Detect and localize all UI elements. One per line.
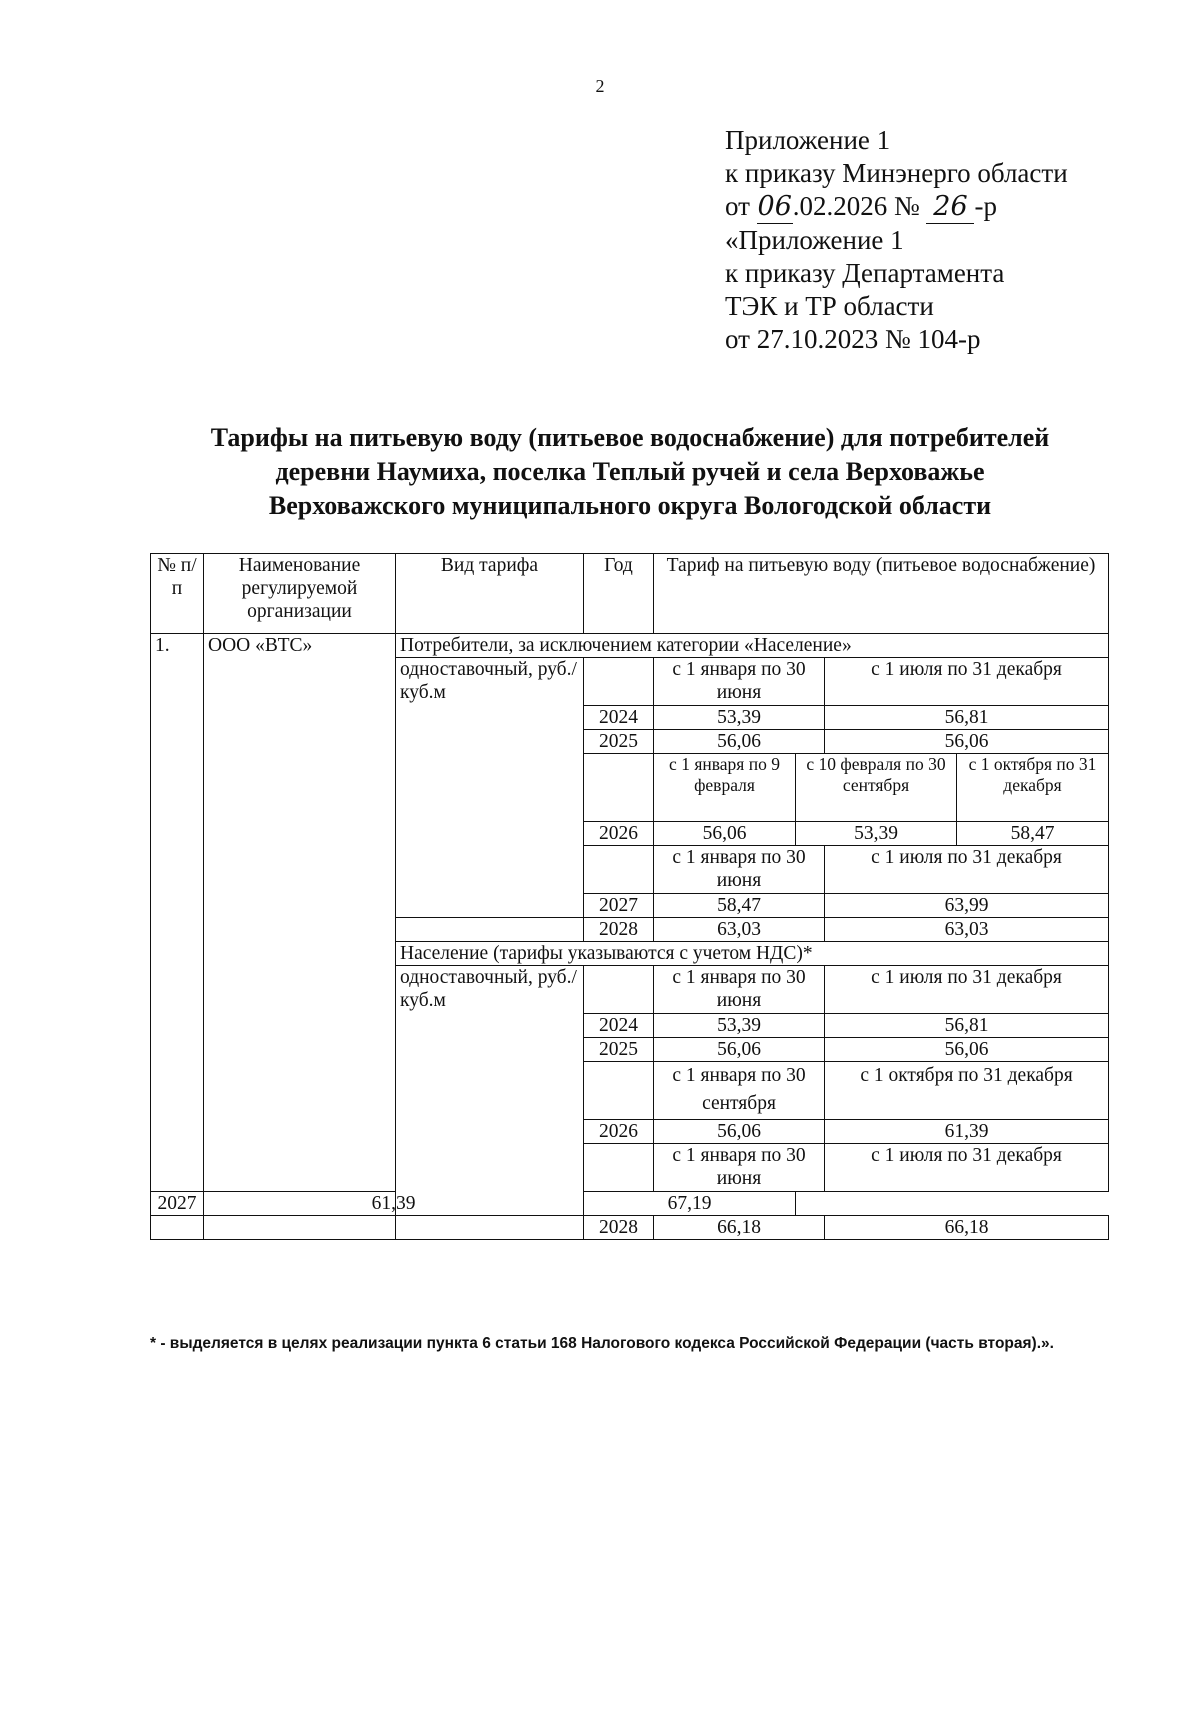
appendix-line-2: к приказу Минэнерго области [725, 158, 1068, 188]
title-line-3: Верховажского муниципального округа Вологодской области [268, 491, 992, 520]
s1-2026-third: 58,47 [957, 822, 1109, 846]
s2-2026-second: 61,39 [825, 1120, 1109, 1144]
s2-period-jul-dec-2: с 1 июля по 31 декабря [825, 1144, 1109, 1192]
s1-2028-first: 63,03 [654, 918, 825, 942]
s1-kind: одноставочный, руб./куб.м [396, 658, 584, 918]
page-number: 2 [595, 76, 605, 96]
header-row [151, 554, 1109, 634]
s1-year-blank-3 [584, 846, 654, 894]
s1-2028-second: 63,03 [825, 918, 1109, 942]
s1-2026-first: 56,06 [654, 822, 796, 846]
s2-year-2027: 2027 [151, 1192, 204, 1216]
header-org: Наименование регулируемой организации [204, 554, 396, 634]
s2-2025-first: 56,06 [654, 1038, 825, 1062]
s2-2027-second: 67,19 [584, 1192, 796, 1216]
s1-period-jul-dec-2: с 1 июля по 31 декабря [825, 846, 1109, 894]
s2-kind-spacer [396, 1216, 584, 1240]
s1-2026-second: 53,39 [796, 822, 957, 846]
row-number: 1. [151, 634, 204, 1192]
s1-year-blank-2 [584, 754, 654, 822]
s2-header: Население (тарифы указываются с учетом НДС)* [396, 942, 1109, 966]
s2-year-blank-3 [584, 1144, 654, 1192]
s1-year-2027: 2027 [584, 894, 654, 918]
appendix-line-4: «Приложение 1 [725, 225, 904, 255]
header-num: № п/п [151, 554, 204, 634]
s1-period-jan-jun-2: с 1 января по 30 июня [654, 846, 825, 894]
s2-2024-second: 56,81 [825, 1014, 1109, 1038]
s2-year-2026: 2026 [584, 1120, 654, 1144]
s2-period-jul-dec: с 1 июля по 31 декабря [825, 966, 1109, 1014]
s1-2024-second: 56,81 [825, 706, 1109, 730]
handwritten-day: 06 [757, 191, 792, 222]
s1-period-jan-jun: с 1 января по 30 июня [654, 658, 825, 706]
tariff-table [150, 553, 1109, 1240]
s2-2028-first: 66,18 [654, 1216, 825, 1240]
s1-2024-first: 53,39 [654, 706, 825, 730]
s2-2027-first: 61,39 [204, 1192, 584, 1216]
s2-row-2028 [151, 1216, 1109, 1240]
s1-2025-second: 56,06 [825, 730, 1109, 754]
s1-period-jan-feb: с 1 января по 9 февраля [654, 754, 796, 822]
s2-2028-second: 66,18 [825, 1216, 1109, 1240]
s1-year-blank [584, 658, 654, 706]
s1-2025-first: 56,06 [654, 730, 825, 754]
document-title [150, 421, 1110, 523]
s2-year-2025: 2025 [584, 1038, 654, 1062]
s2-period-jan-jun-2: с 1 января по 30 июня [654, 1144, 825, 1192]
s1-header-row [151, 634, 1109, 658]
appendix-block [725, 124, 1068, 356]
appendix-line-5: к приказу Департамента [725, 258, 1005, 288]
appendix-date-mid: .02.2026 № [792, 191, 927, 221]
handwritten-number: 26 [926, 190, 974, 224]
s2-num-spacer [151, 1216, 204, 1240]
s2-year-blank-2 [584, 1062, 654, 1120]
s1-year-2028: 2028 [584, 918, 654, 942]
appendix-line-1: Приложение 1 [725, 125, 891, 155]
s1-2027-second: 63,99 [825, 894, 1109, 918]
appendix-date-prefix: от [725, 191, 757, 221]
s2-row-2027 [151, 1192, 1109, 1216]
header-year: Год [584, 554, 654, 634]
s2-period-oct-dec: с 1 октября по 31 декабря [825, 1062, 1109, 1120]
s2-2026-first: 56,06 [654, 1120, 825, 1144]
header-tariff: Тариф на питьевую воду (питьевое водоснабжение) [654, 554, 1109, 634]
title-line-2: деревни Наумиха, поселка Теплый ручей и села Верховажье [275, 457, 985, 486]
s2-2025-second: 56,06 [825, 1038, 1109, 1062]
s2-2024-first: 53,39 [654, 1014, 825, 1038]
s2-org-spacer [204, 1216, 396, 1240]
s1-header: Потребители, за исключением категории «Население» [396, 634, 1109, 658]
s1-2027-first: 58,47 [654, 894, 825, 918]
s1-period-jul-dec: с 1 июля по 31 декабря [825, 658, 1109, 706]
s1-kind-spacer [396, 918, 584, 942]
appendix-line-6: ТЭК и ТР области [725, 291, 934, 321]
appendix-date-suffix: -р [974, 191, 997, 221]
appendix-line-3 [725, 190, 1068, 224]
s2-year-2024: 2024 [584, 1014, 654, 1038]
org-name: ООО «ВТС» [204, 634, 396, 1192]
s1-period-feb-sep: с 10 февраля по 30 сентября [796, 754, 957, 822]
s1-period-oct-dec: с 1 октября по 31 декабря [957, 754, 1109, 822]
title-line-1: Тарифы на питьевую воду (питьевое водоснабжение) для потребителей [210, 423, 1050, 452]
s2-kind: одноставочный, руб./куб.м [396, 966, 584, 1216]
appendix-line-7: от 27.10.2023 № 104-р [725, 324, 981, 354]
s2-year-blank [584, 966, 654, 1014]
s1-year-2025: 2025 [584, 730, 654, 754]
footnote: * - выделяется в целях реализации пункта 6 статьи 168 Налогового кодекса Российской Федерации (часть вторая).». [150, 1335, 1054, 1352]
s2-period-jan-jun: с 1 января по 30 июня [654, 966, 825, 1014]
header-kind: Вид тарифа [396, 554, 584, 634]
s1-year-2024: 2024 [584, 706, 654, 730]
s1-year-2026: 2026 [584, 822, 654, 846]
s2-period-jan-sep: с 1 января по 30 сентября [654, 1062, 825, 1120]
s2-year-2028: 2028 [584, 1216, 654, 1240]
